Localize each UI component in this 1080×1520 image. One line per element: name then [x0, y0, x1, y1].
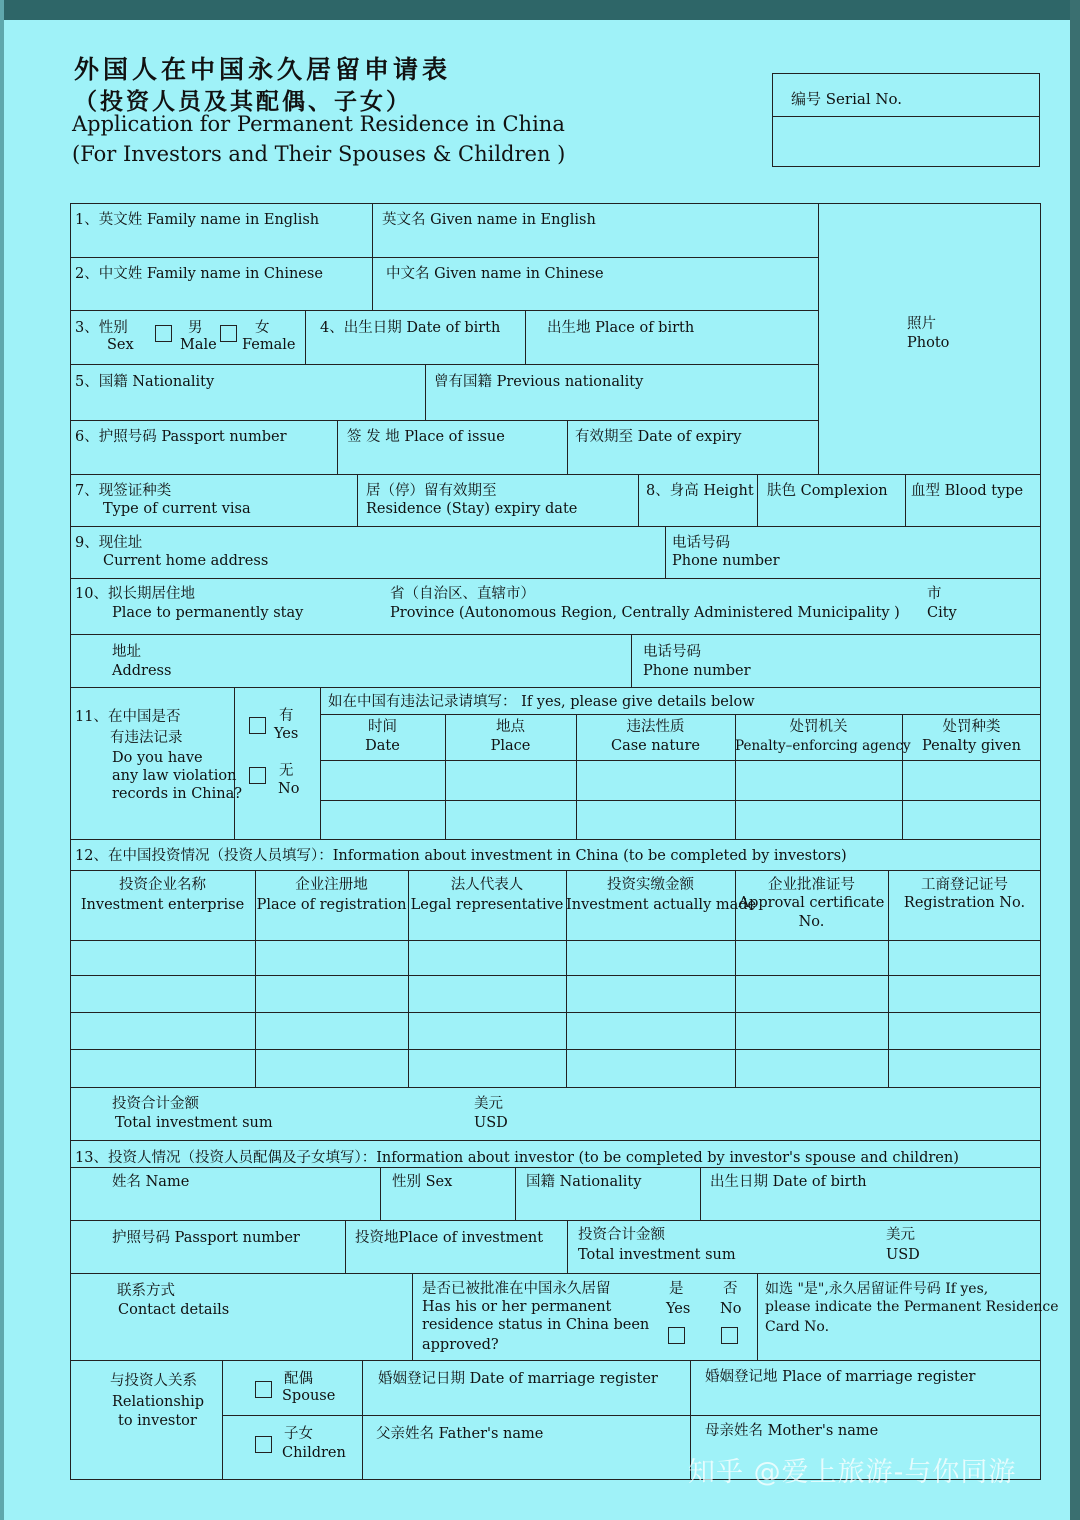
city-label-cn: 市: [927, 586, 942, 602]
scan-right-edge: [1070, 0, 1080, 1520]
female-checkbox[interactable]: [220, 325, 237, 342]
col-rule: [320, 687, 321, 839]
pr-card-instruction-2: please indicate the Permanent Residence: [765, 1299, 1059, 1315]
inv-col-legal-rep-en: Legal representative: [410, 897, 564, 913]
children-label-cn: 子女: [284, 1426, 313, 1442]
sex-label-cn: 3、性别: [75, 320, 128, 336]
col-rule: [412, 1273, 413, 1360]
current-visa-label-cn: 7、现签证种类: [75, 483, 172, 499]
row-rule: [70, 310, 818, 311]
col-rule: [380, 1167, 381, 1220]
stay-expiry-label-cn: 居（停）留有效期至: [366, 483, 497, 499]
law-record-no-cn: 无: [279, 763, 294, 779]
col-rule: [337, 420, 338, 474]
relationship-label-en-1: Relationship: [112, 1394, 205, 1410]
female-label-cn: 女: [255, 320, 270, 336]
col-rule: [631, 634, 632, 687]
current-visa-label-en: Type of current visa: [103, 501, 251, 517]
pr-card-instruction-1: 如选 "是",永久居留证件号码 If yes,: [765, 1281, 989, 1297]
row-rule: [70, 1012, 1041, 1013]
male-checkbox[interactable]: [155, 325, 172, 342]
inv-col-reg-no-en: Registration No.: [903, 895, 1026, 911]
female-label-en: Female: [242, 337, 296, 353]
inv-col-approval-en-2: No.: [798, 914, 825, 930]
row-rule: [70, 420, 818, 421]
children-label-en: Children: [282, 1445, 346, 1461]
city-label-en: City: [927, 605, 957, 621]
col-rule: [567, 1220, 568, 1273]
row-rule: [70, 1273, 1041, 1274]
col-rule: [818, 203, 819, 474]
zhihu-watermark: 知乎 @爱上旅游-与你同游: [688, 1457, 1017, 1488]
pr-approved-no-cn: 否: [723, 1281, 738, 1297]
col-rule: [345, 1220, 346, 1273]
law-record-no-en: No: [278, 781, 300, 797]
date-of-birth-label: 4、出生日期 Date of birth: [320, 320, 501, 336]
investment-total-label-cn: 投资合计金额: [112, 1096, 199, 1112]
serial-label: 编号 Serial No.: [791, 90, 903, 108]
stay-expiry-label-en: Residence (Stay) expiry date: [366, 501, 578, 517]
form-subtitle-en: (For Investors and Their Spouses & Children ): [72, 142, 566, 166]
law-col-penalty-cn: 处罚种类: [942, 719, 1001, 735]
col-rule: [372, 203, 373, 310]
law-col-penalty-en: Penalty given: [922, 738, 1021, 754]
form-title-en: Application for Permanent Residence in China: [72, 112, 565, 136]
row-rule: [320, 800, 1041, 801]
pr-approved-yes-cn: 是: [669, 1281, 684, 1297]
inv-col-legal-rep-cn: 法人代表人: [450, 877, 524, 893]
row-rule: [70, 839, 1041, 840]
usd-label-en: USD: [474, 1115, 508, 1131]
row-rule: [70, 1049, 1041, 1050]
col-rule: [362, 1360, 363, 1480]
investor-usd-cn: 美元: [886, 1227, 915, 1243]
col-rule: [757, 1273, 758, 1360]
family-name-english-label: 1、英文姓 Family name in English: [75, 212, 320, 228]
complexion-label: 肤色 Complexion: [767, 483, 888, 499]
form-title-cn: 外国人在中国永久居留申请表: [74, 55, 452, 84]
row-rule: [320, 760, 1041, 761]
col-rule: [305, 310, 306, 364]
inv-col-enterprise-en: Investment enterprise: [80, 897, 245, 913]
investor-total-label-en: Total investment sum: [578, 1247, 736, 1263]
permanent-stay-label-en: Place to permanently stay: [112, 605, 304, 621]
inv-col-registration-place-cn: 企业注册地: [295, 877, 368, 893]
province-label-cn: 省（自治区、直辖市）: [390, 586, 535, 602]
law-record-yes-checkbox[interactable]: [249, 717, 266, 734]
row-rule: [70, 364, 818, 365]
scan-top-edge: [0, 0, 1080, 20]
row-rule: [70, 870, 1041, 871]
form-subtitle-cn: （投资人员及其配偶、子女）: [74, 88, 412, 115]
father-name-label: 父亲姓名 Father's name: [376, 1426, 544, 1442]
law-record-question-cn-2: 有违法记录: [110, 730, 183, 746]
contact-label-en: Contact details: [118, 1302, 230, 1318]
family-name-chinese-label: 2、中文姓 Family name in Chinese: [75, 266, 323, 282]
law-record-question-en-3: records in China?: [112, 786, 243, 802]
col-rule: [905, 474, 906, 526]
passport-number-label: 6、护照号码 Passport number: [75, 429, 287, 445]
investor-usd-en: USD: [886, 1247, 920, 1263]
province-label-en: Province (Autonomous Region, Centrally Administered Municipality ): [390, 605, 900, 621]
investor-section-heading: 13、投资人情况（投资人员配偶及子女填写）：Information about investor (to be completed by investor's spouse and children): [75, 1150, 959, 1166]
law-col-nature-en: Case nature: [610, 738, 701, 754]
blood-type-label: 血型 Blood type: [911, 483, 1024, 499]
photo-area[interactable]: [820, 205, 1039, 473]
col-rule: [222, 1360, 223, 1480]
col-rule: [357, 474, 358, 526]
row-rule: [320, 714, 1041, 715]
inv-col-enterprise-cn: 投资企业名称: [119, 877, 206, 893]
pr-approved-no-en: No: [720, 1301, 742, 1317]
row-rule: [70, 1087, 1041, 1088]
phone-label-en: Phone number: [672, 553, 780, 569]
home-address-label-en: Current home address: [103, 553, 269, 569]
col-rule: [757, 474, 758, 526]
pr-card-instruction-3: Card No.: [765, 1319, 830, 1335]
law-col-date-cn: 时间: [368, 719, 397, 735]
law-col-agency-en: Penalty–enforcing agency: [735, 738, 911, 754]
pr-approved-yes-en: Yes: [666, 1301, 691, 1317]
stay-phone-label-cn: 电话号码: [643, 644, 701, 660]
law-col-place-en: Place: [490, 738, 531, 754]
photo-label-cn: 照片: [907, 316, 936, 332]
pr-approved-no-checkbox[interactable]: [721, 1327, 738, 1344]
investment-section-heading: 12、在中国投资情况（投资人员填写）：Information about investment in China (to be completed by investors): [75, 848, 847, 864]
law-record-question-en-1: Do you have: [112, 750, 203, 766]
investor-sex-label: 性别 Sex: [392, 1174, 453, 1190]
row-rule: [70, 257, 818, 258]
row-rule: [70, 975, 1041, 976]
col-rule: [234, 687, 235, 839]
serial-number-field[interactable]: [774, 117, 1038, 163]
stay-address-label-en: Address: [112, 663, 172, 679]
investor-place-label: 投资地Place of investment: [355, 1230, 544, 1246]
investor-name-label: 姓名 Name: [112, 1174, 190, 1190]
investor-dob-label: 出生日期 Date of birth: [710, 1174, 867, 1190]
law-record-no-checkbox[interactable]: [249, 767, 266, 784]
col-rule: [665, 526, 666, 578]
inv-col-amount-en: Investment actually made: [566, 897, 757, 913]
col-rule: [515, 1167, 516, 1220]
relationship-label-en-2: to investor: [118, 1413, 197, 1429]
col-rule: [567, 420, 568, 474]
row-rule: [70, 1140, 1041, 1141]
pr-approved-question-en-3: approved?: [422, 1337, 499, 1353]
law-col-nature-cn: 违法性质: [626, 719, 685, 735]
col-rule: [525, 310, 526, 364]
male-label-en: Male: [180, 337, 217, 353]
home-address-label-cn: 9、现住址: [75, 535, 143, 551]
male-label-cn: 男: [188, 320, 203, 336]
place-of-birth-label: 出生地 Place of birth: [547, 320, 695, 336]
marriage-date-label: 婚姻登记日期 Date of marriage register: [378, 1371, 658, 1387]
law-record-yes-cn: 有: [279, 708, 294, 724]
row-rule: [70, 687, 1041, 688]
col-rule: [700, 1167, 701, 1220]
place-of-issue-label: 签 发 地 Place of issue: [347, 429, 505, 445]
given-name-english-label: 英文名 Given name in English: [382, 212, 596, 228]
investor-passport-label: 护照号码 Passport number: [112, 1230, 300, 1246]
law-record-question-cn-1: 11、在中国是否: [75, 709, 181, 725]
spouse-checkbox[interactable]: [255, 1381, 272, 1398]
inv-col-approval-cn: 企业批准证号: [768, 877, 855, 893]
sex-label-en: Sex: [107, 337, 134, 353]
children-checkbox[interactable]: [255, 1436, 272, 1453]
law-col-place-cn: 地点: [496, 719, 525, 735]
date-of-expiry-label: 有效期至 Date of expiry: [575, 429, 742, 445]
law-record-question-en-2: any law violation: [112, 768, 237, 784]
law-col-agency-cn: 处罚机关: [789, 719, 848, 735]
marriage-place-label: 婚姻登记地 Place of marriage register: [705, 1369, 976, 1385]
inv-col-reg-no-cn: 工商登记证号: [921, 877, 1008, 893]
phone-label-cn: 电话号码: [672, 535, 730, 551]
contact-label-cn: 联系方式: [117, 1283, 175, 1299]
mother-name-label: 母亲姓名 Mother's name: [705, 1423, 879, 1439]
law-record-yes-en: Yes: [274, 726, 299, 742]
inv-col-approval-en: Approval certificate: [738, 895, 885, 911]
law-record-detail-instruction: 如在中国有违法记录请填写： If yes, please give details below: [328, 694, 755, 710]
row-rule: [222, 1415, 1041, 1416]
pr-approved-question-en-1: Has his or her permanent: [422, 1299, 612, 1315]
col-rule: [425, 364, 426, 420]
pr-approved-yes-checkbox[interactable]: [668, 1327, 685, 1344]
permanent-stay-label-cn: 10、拟长期居住地: [75, 586, 195, 602]
given-name-chinese-label: 中文名 Given name in Chinese: [386, 266, 604, 282]
row-rule: [70, 578, 1041, 579]
spouse-label-en: Spouse: [282, 1388, 336, 1404]
pr-approved-question-cn: 是否已被批准在中国永久居留: [422, 1281, 611, 1297]
stay-address-label-cn: 地址: [112, 644, 141, 660]
row-rule: [70, 526, 1041, 527]
investor-total-label-cn: 投资合计金额: [578, 1227, 665, 1243]
photo-label-en: Photo: [907, 335, 950, 351]
inv-col-amount-cn: 投资实缴金额: [607, 877, 694, 893]
row-rule: [70, 1360, 1041, 1361]
spouse-label-cn: 配偶: [284, 1371, 313, 1387]
row-rule: [70, 634, 1041, 635]
nationality-label: 5、国籍 Nationality: [75, 374, 215, 390]
row-rule: [70, 1220, 1041, 1221]
row-rule: [70, 940, 1041, 941]
height-label: 8、身高 Height: [646, 483, 754, 499]
law-col-date-en: Date: [365, 738, 400, 754]
row-rule: [70, 474, 1041, 475]
usd-label-cn: 美元: [474, 1096, 503, 1112]
relationship-label-cn: 与投资人关系: [110, 1373, 197, 1389]
stay-phone-label-en: Phone number: [643, 663, 751, 679]
col-rule: [638, 474, 639, 526]
inv-col-registration-place-en: Place of registration: [256, 897, 407, 913]
investor-nationality-label: 国籍 Nationality: [526, 1174, 642, 1190]
investment-total-label-en: Total investment sum: [115, 1115, 273, 1131]
pr-approved-question-en-2: residence status in China been: [422, 1317, 650, 1333]
previous-nationality-label: 曾有国籍 Previous nationality: [434, 374, 644, 390]
